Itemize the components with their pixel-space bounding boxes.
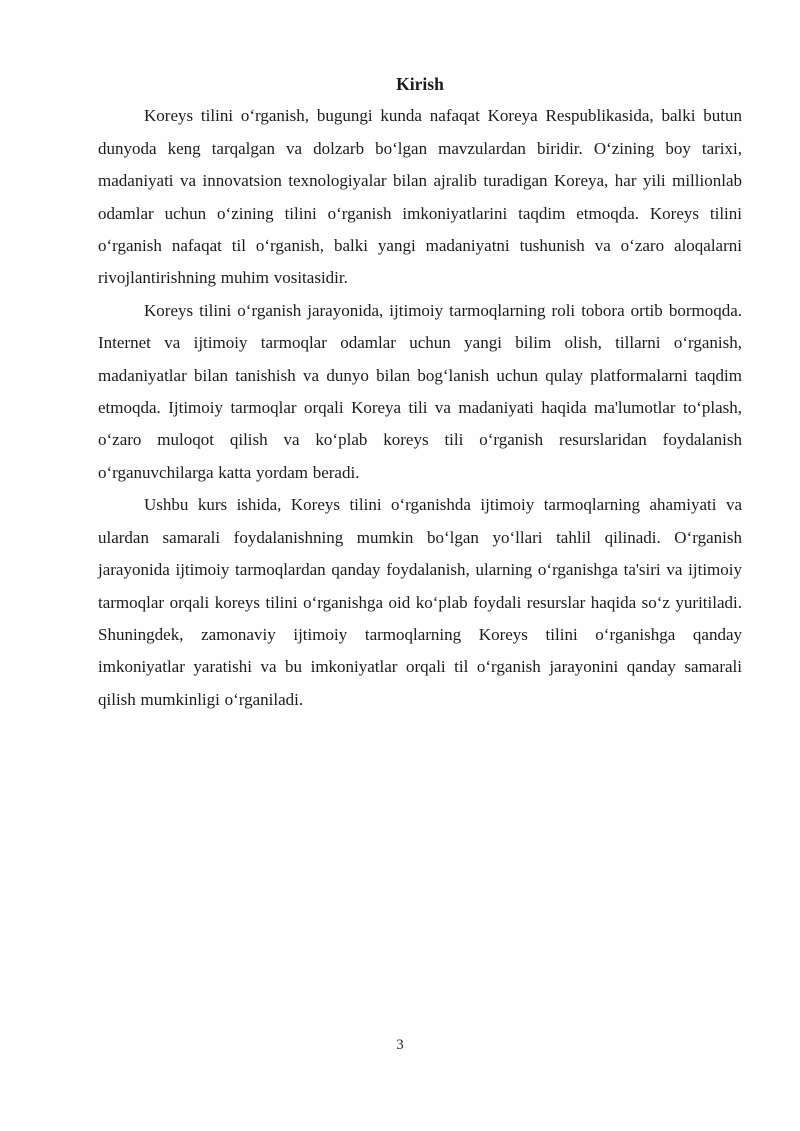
document-body — [98, 68, 742, 716]
paragraph-introduction: Koreys tilini oʻrganish, bugungi kunda nafaqat Koreya Respublikasida, balki butun dunyoda keng tarqalgan va dolzarb boʻlgan mavzulardan biridir. Oʻzining boy tarixi, madaniyati va innovatsion texnologiyalar bilan ajralib turadigan Koreya, har yili millionlab odamlar uchun oʻzining tilini oʻrganish imkoniyatlarini taqdim etmoqda. Koreys tilini oʻrganish nafaqat til oʻrganish, balki yangi madaniyatni tushunish va oʻzaro aloqalarni rivojlantirishning muhim vositasidir. — [98, 106, 742, 288]
paragraph-social-networks-role: Koreys tilini oʻrganish jarayonida, ijtimoiy tarmoqlarning roli tobora ortib bormoqda. Internet va ijtimoiy tarmoqlar odamlar uchun yangi bilim olish, tillarni oʻrganish, madaniyatlar bilan tanishish va dunyo bilan bogʻlanish uchun qulay platformalarni taqdim etmoqda. Ijtimoiy tarmoqlar orqali Koreya tili va madaniyati haqida ma'lumotlar toʻplash, oʻzaro muloqot qilish va koʻplab koreys tili oʻrganish resurslaridan foydalanish oʻrganuvchilarga katta yordam beradi. — [98, 300, 742, 482]
paragraph-course-work-scope: Ushbu kurs ishida, Koreys tilini oʻrganishda ijtimoiy tarmoqlarning ahamiyati va ulardan samarali foydalanishning mumkin boʻlgan yoʻllari tahlil qilinadi. Oʻrganish jarayonida ijtimoiy tarmoqlardan qanday foydalanish, ularning oʻrganishga ta'siri va ijtimoiy tarmoqlar orqali koreys tilini oʻrganishga oid koʻplab foydali resurslar haqida soʻz yuritiladi. Shuningdek, zamonaviy ijtimoiy tarmoqlarning Koreys tilini oʻrganishga qanday imkoniyatlar yaratishi va bu imkoniyatlar orqali til oʻrganish jarayonini qanday samarali qilish mumkinligi oʻrganiladi. — [98, 495, 742, 709]
page-number: 3 — [396, 1037, 404, 1053]
page-title: Kirish — [396, 74, 444, 94]
